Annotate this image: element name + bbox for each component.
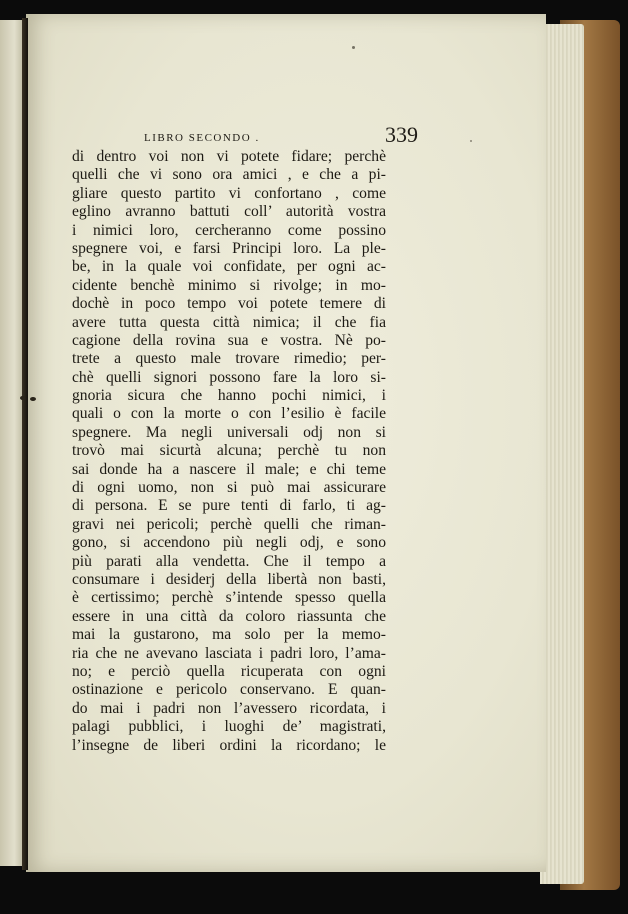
- text-line: di dentro voi non vi potete fidare; perchè: [72, 148, 386, 165]
- running-head: LIBRO SECONDO .: [144, 132, 260, 144]
- text-line: gliare questo partito vi confortano , come: [72, 184, 386, 202]
- text-line: gnoria sicura che hanno pochi nimici, i: [72, 387, 386, 405]
- text-line: i nimici loro, cercheranno come possino: [72, 221, 386, 239]
- facing-page-edge: [0, 20, 24, 866]
- text-line: è certissimo; perchè s’intende spesso quella: [72, 589, 386, 607]
- text-line: eglino avranno battuti coll’ autorità vostra: [72, 203, 386, 221]
- text-line: mai la gustarono, ma solo per la memo-: [72, 626, 386, 644]
- text-line: quelli che vi sono ora amici , e che a pi-: [72, 166, 386, 184]
- text-line: l’insegne de liberi ordini la ricordano; le: [72, 736, 386, 754]
- text-line: trovò mai sicurtà alcuna; perchè tu non: [72, 442, 386, 460]
- text-line: avere tutta questa città nimica; il che fia: [72, 313, 386, 331]
- page-number: 339: [385, 122, 418, 147]
- text-line: gravi nei pericoli; perchè quelli che riman-: [72, 515, 386, 533]
- text-line: no; e perciò quella ricuperata con ogni: [72, 662, 386, 680]
- text-line: essere in una città da coloro riassunta che: [72, 607, 386, 625]
- text-line: do mai i padri non l’avessero ricordata, i: [72, 699, 386, 717]
- text-line: di ogni uomo, non si può mai assicurare: [72, 479, 386, 497]
- text-line: dochè in poco tempo voi potete temere di: [72, 295, 386, 313]
- text-line: sai donde ha a nascere il male; e chi teme: [72, 460, 386, 478]
- text-line: chè quelli signori possono fare la loro si-: [72, 368, 386, 386]
- ink-speck: [20, 396, 25, 400]
- text-line: cagione della rovina sua e vostra. Nè po-: [72, 331, 386, 349]
- book-gutter: [22, 18, 28, 870]
- text-line: be, in la quale voi confidate, per ogni ac-: [72, 258, 386, 276]
- text-line: palagi pubblici, i luoghi de’ magistrati,: [72, 718, 386, 736]
- ink-speck: [352, 46, 355, 49]
- page-stack-edge: [540, 24, 584, 884]
- text-line: ria che ne avevano lasciata i padri loro, l’ama-: [72, 644, 386, 662]
- text-line: di persona. E se pure tenti di farlo, ti ag-: [72, 497, 386, 515]
- text-line: cidente benchè minimo si rivolge; in mo-: [72, 276, 386, 294]
- ink-speck: [470, 140, 472, 142]
- ink-speck: [30, 397, 36, 401]
- text-line: ostinazione e pericolo conservano. E quan-: [72, 681, 386, 699]
- text-line: quali o con la morte o con l’esilio è facile: [72, 405, 386, 423]
- text-line: consumare i desiderj della libertà non basti,: [72, 570, 386, 588]
- text-line: spegnere. Ma negli universali odj non si: [72, 423, 386, 441]
- text-line: gono, si accendono più negli odj, e sono: [72, 534, 386, 552]
- text-line: trete a questo male trovare rimedio; per-: [72, 350, 386, 368]
- text-line: spegnere voi, e farsi Principi loro. La ple-: [72, 239, 386, 257]
- text-line: più parati alla vendetta. Che il tempo a: [72, 552, 386, 570]
- body-text: [72, 148, 386, 755]
